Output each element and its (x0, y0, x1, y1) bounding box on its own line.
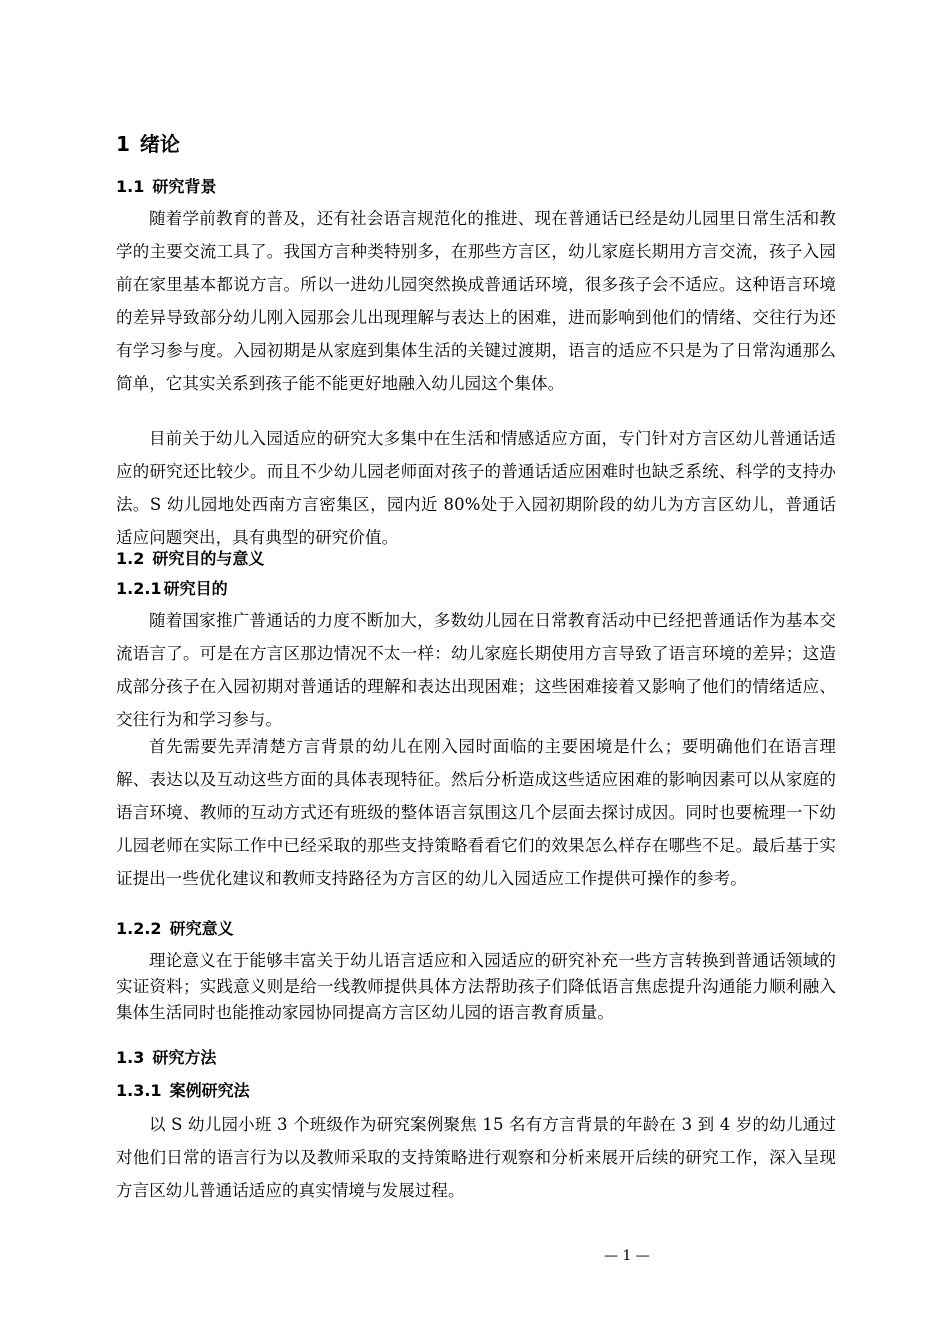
purpose-paragraph-1: 随着国家推广普通话的力度不断加大，多数幼儿园在日常教育活动中已经把普通话作为基本交流语言了。可是在方言区那边情况不太一样：幼儿家庭长期使用方言导致了语言环境的差异；这造成部分孩子在入园初期对普通话的理解和表达出现困难；这些困难接着又影响了他们的情绪适应、交往行为和学习参与。 (116, 611, 836, 729)
section-number: 1.3 (116, 1048, 145, 1067)
purpose-paragraph-2: 首先需要先弄清楚方言背景的幼儿在刚入园时面临的主要困境是什么；要明确他们在语言理解、表达以及互动这些方面的具体表现特征。然后分析造成这些适应困难的影响因素可以从家庭的语言环境、教师的互动方式还有班级的整体语言氛围这几个层面去探讨成因。同时也要梳理一下幼儿园老师在实际工作中已经采取的那些支持策略看看它们的效果怎么样存在哪些不足。最后基于实证提出一些优化建议和教师支持路径为方言区的幼儿入园适应工作提供可操作的参考。 (116, 737, 836, 888)
subsection-title: 研究目的 (163, 579, 228, 598)
section-heading-1-3 (116, 1047, 216, 1069)
subsection-title: 研究意义 (169, 919, 234, 938)
section-heading-1-2 (116, 548, 264, 570)
subsection-heading-1-2-2 (116, 918, 234, 940)
subsection-heading-1-3-1 (116, 1080, 250, 1102)
subsection-number: 1.3.1 (116, 1081, 162, 1100)
chapter-number: 1 (116, 132, 130, 156)
section-title: 研究背景 (152, 177, 217, 196)
chapter-heading (116, 130, 180, 158)
case-study-paragraph: 以 S 幼儿园小班 3 个班级作为研究案例聚焦 15 名有方言背景的年龄在 3 到 4 岁的幼儿通过对他们日常的语言行为以及教师采取的支持策略进行观察和分析来展开后续的研究工作，深入呈现方言区幼儿普通话适应的真实情境与发展过程。 (116, 1115, 836, 1200)
section-title: 研究方法 (152, 1048, 217, 1067)
page-number: — 1 — (604, 1248, 650, 1264)
subsection-number: 1.2.1 (116, 579, 162, 598)
subsection-number: 1.2.2 (116, 919, 162, 938)
chapter-title: 绪论 (139, 132, 180, 156)
significance-paragraph: 理论意义在于能够丰富关于幼儿语言适应和入园适应的研究补充一些方言转换到普通话领域的实证资料；实践意义则是给一线教师提供具体方法帮助孩子们降低语言焦虑提升沟通能力顺利融入集体生活同时也能推动家园协同提高方言区幼儿园的语言教育质量。 (116, 951, 836, 1022)
section-number: 1.1 (116, 177, 145, 196)
section-title: 研究目的与意义 (152, 549, 265, 568)
subsection-heading-1-2-1 (116, 578, 228, 600)
subsection-title: 案例研究法 (169, 1081, 250, 1100)
background-paragraph-2: 目前关于幼儿入园适应的研究大多集中在生活和情感适应方面，专门针对方言区幼儿普通话适应的研究还比较少。而且不少幼儿园老师面对孩子的普通话适应困难时也缺乏系统、科学的支持办法。S 幼儿园地处西南方言密集区，园内近 80%处于入园初期阶段的幼儿为方言区幼儿，普通话适应问题突出，具有典型的研究价值。 (116, 429, 836, 547)
section-number: 1.2 (116, 549, 145, 568)
section-heading-1-1 (116, 176, 216, 198)
background-paragraph-1: 随着学前教育的普及，还有社会语言规范化的推进、现在普通话已经是幼儿园里日常生活和教学的主要交流工具了。我国方言种类特别多，在那些方言区，幼儿家庭长期用方言交流，孩子入园前在家里基本都说方言。所以一进幼儿园突然换成普通话环境，很多孩子会不适应。这种语言环境的差异导致部分幼儿刚入园那会儿出现理解与表达上的困难，进而影响到他们的情绪、交往行为还有学习参与度。入园初期是从家庭到集体生活的关键过渡期，语言的适应不只是为了日常沟通那么简单，它其实关系到孩子能不能更好地融入幼儿园这个集体。 (116, 209, 836, 393)
